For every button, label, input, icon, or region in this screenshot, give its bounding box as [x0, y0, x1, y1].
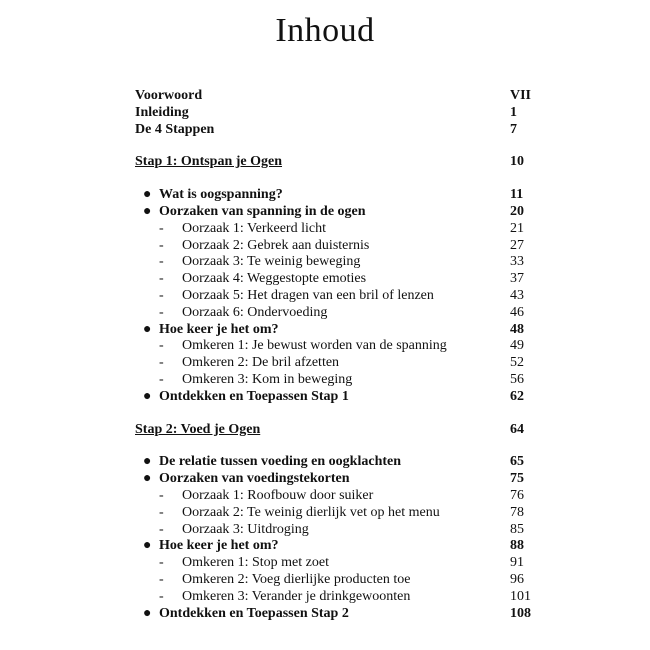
entry-page-number: 64 [510, 421, 524, 437]
bullet-icon: ● [143, 471, 152, 487]
entry-page-number: 91 [510, 555, 524, 571]
entry-page-number: 20 [510, 204, 524, 219]
entry-page-number: 49 [510, 338, 524, 354]
dash-icon: - [159, 372, 164, 387]
bullet-icon: ● [143, 388, 152, 404]
chapter-heading[interactable] [135, 153, 535, 170]
toc-subentry[interactable] [135, 304, 535, 321]
bullet-icon: ● [143, 187, 152, 203]
entry-page-number: 33 [510, 254, 524, 270]
toc-subentry[interactable] [135, 571, 535, 588]
entry-label: Ontdekken en Toepassen Stap 2 [159, 605, 349, 621]
entry-label: Oorzaak 1: Verkeerd licht [182, 220, 326, 236]
toc-section-entry[interactable] [135, 203, 535, 220]
entry-page-number: 88 [510, 538, 524, 554]
entry-label: Hoe keer je het om? [159, 538, 279, 554]
toc-subentry[interactable] [135, 504, 535, 521]
entry-label: Oorzaken van voedingstekorten [159, 471, 350, 487]
page-title: Inhoud [275, 12, 375, 49]
dash-icon: - [159, 254, 164, 270]
toc-subentry[interactable] [135, 487, 535, 504]
entry-label: Oorzaak 5: Het dragen van een bril of lenzen [182, 288, 434, 303]
toc-section-entry[interactable] [135, 605, 535, 622]
entry-page-number: 56 [510, 372, 524, 387]
toc-section-entry[interactable] [135, 470, 535, 487]
entry-page-number: 96 [510, 572, 524, 587]
entry-label: Oorzaak 4: Weggestopte emoties [182, 271, 367, 287]
entry-page-number: 43 [510, 288, 524, 303]
toc-section-entry[interactable] [135, 453, 535, 470]
toc-subentry[interactable] [135, 220, 535, 237]
toc-subentry[interactable] [135, 354, 535, 371]
bullet-icon: ● [143, 204, 152, 219]
toc-subentry[interactable] [135, 371, 535, 388]
dash-icon: - [159, 237, 164, 253]
entry-page-number: VII [510, 88, 532, 103]
entry-label: Ontdekken en Toepassen Stap 1 [159, 388, 349, 404]
dash-icon: - [159, 338, 164, 354]
entry-label: Oorzaak 1: Roofbouw door suiker [182, 488, 374, 503]
toc-subentry[interactable] [135, 270, 535, 287]
entry-page-number: 37 [510, 271, 524, 287]
dash-icon: - [159, 304, 164, 320]
dash-icon: - [159, 355, 164, 371]
entry-page-number: 27 [510, 237, 524, 253]
entry-page-number: 11 [510, 187, 524, 203]
entry-page-number: 85 [510, 521, 524, 537]
entry-page-number: 10 [510, 154, 524, 170]
dash-icon: - [159, 271, 164, 287]
toc-entry[interactable] [135, 121, 535, 138]
entry-page-number: 21 [510, 220, 524, 236]
toc-subentry[interactable] [135, 287, 535, 304]
bullet-icon: ● [143, 538, 152, 554]
dash-icon: - [159, 504, 164, 520]
dash-icon: - [159, 555, 164, 571]
entry-label: Omkeren 1: Je bewust worden van de spanning [182, 338, 447, 354]
entry-page-number: 48 [510, 321, 524, 337]
entry-label: Stap 1: Ontspan je Ogen [135, 154, 283, 170]
toc-subentry[interactable] [135, 554, 535, 571]
toc-section-entry[interactable] [135, 388, 535, 405]
chapter-heading[interactable] [135, 421, 535, 438]
toc-section-entry[interactable] [135, 186, 535, 203]
entry-label: Oorzaak 6: Ondervoeding [182, 304, 328, 320]
entry-label: Voorwoord [135, 88, 203, 103]
entry-page-number: 101 [510, 588, 531, 604]
dash-icon: - [159, 572, 164, 587]
toc-subentry[interactable] [135, 253, 535, 270]
entry-label: Omkeren 3: Verander je drinkgewoonten [182, 588, 411, 604]
dash-icon: - [159, 220, 164, 236]
dash-icon: - [159, 521, 164, 537]
toc-subentry[interactable] [135, 237, 535, 254]
toc-entry[interactable] [135, 104, 535, 121]
toc-section-entry[interactable] [135, 321, 535, 338]
entry-page-number: 75 [510, 471, 524, 487]
entry-page-number: 46 [510, 304, 524, 320]
entry-label: De 4 Stappen [135, 121, 215, 137]
entry-label: Oorzaak 2: Gebrek aan duisternis [182, 237, 370, 253]
entry-label: Oorzaak 3: Uitdroging [182, 521, 309, 537]
toc-subentry[interactable] [135, 521, 535, 538]
entry-page-number: 1 [510, 104, 517, 120]
bullet-icon: ● [143, 454, 152, 470]
bullet-icon: ● [143, 321, 152, 337]
entry-page-number: 7 [510, 121, 517, 137]
toc-subentry[interactable] [135, 588, 535, 605]
entry-label: Oorzaak 3: Te weinig beweging [182, 254, 361, 270]
entry-label: Omkeren 3: Kom in beweging [182, 372, 353, 387]
entry-label: Hoe keer je het om? [159, 321, 279, 337]
toc-subentry[interactable] [135, 337, 535, 354]
entry-page-number: 62 [510, 388, 524, 404]
dash-icon: - [159, 488, 164, 503]
entry-label: Omkeren 1: Stop met zoet [182, 555, 329, 571]
entry-label: De relatie tussen voeding en oogklachten [159, 454, 402, 470]
dash-icon: - [159, 288, 164, 303]
entry-page-number: 76 [510, 488, 524, 503]
entry-label: Omkeren 2: Voeg dierlijke producten toe [182, 572, 411, 587]
entry-page-number: 52 [510, 355, 524, 371]
entry-label: Omkeren 2: De bril afzetten [182, 355, 340, 371]
entry-page-number: 65 [510, 454, 524, 470]
entry-page-number: 78 [510, 504, 524, 520]
entry-page-number: 108 [510, 605, 531, 621]
bullet-icon: ● [143, 605, 152, 621]
entry-label: Stap 2: Voed je Ogen [135, 421, 261, 437]
entry-label: Oorzaak 2: Te weinig dierlijk vet op het menu [182, 504, 440, 520]
entry-label: Inleiding [135, 104, 189, 120]
toc-section-entry[interactable] [135, 537, 535, 554]
entry-label: Wat is oogspanning? [159, 187, 283, 203]
entry-label: Oorzaken van spanning in de ogen [159, 204, 366, 219]
dash-icon: - [159, 588, 164, 604]
toc-entry[interactable] [135, 87, 535, 104]
